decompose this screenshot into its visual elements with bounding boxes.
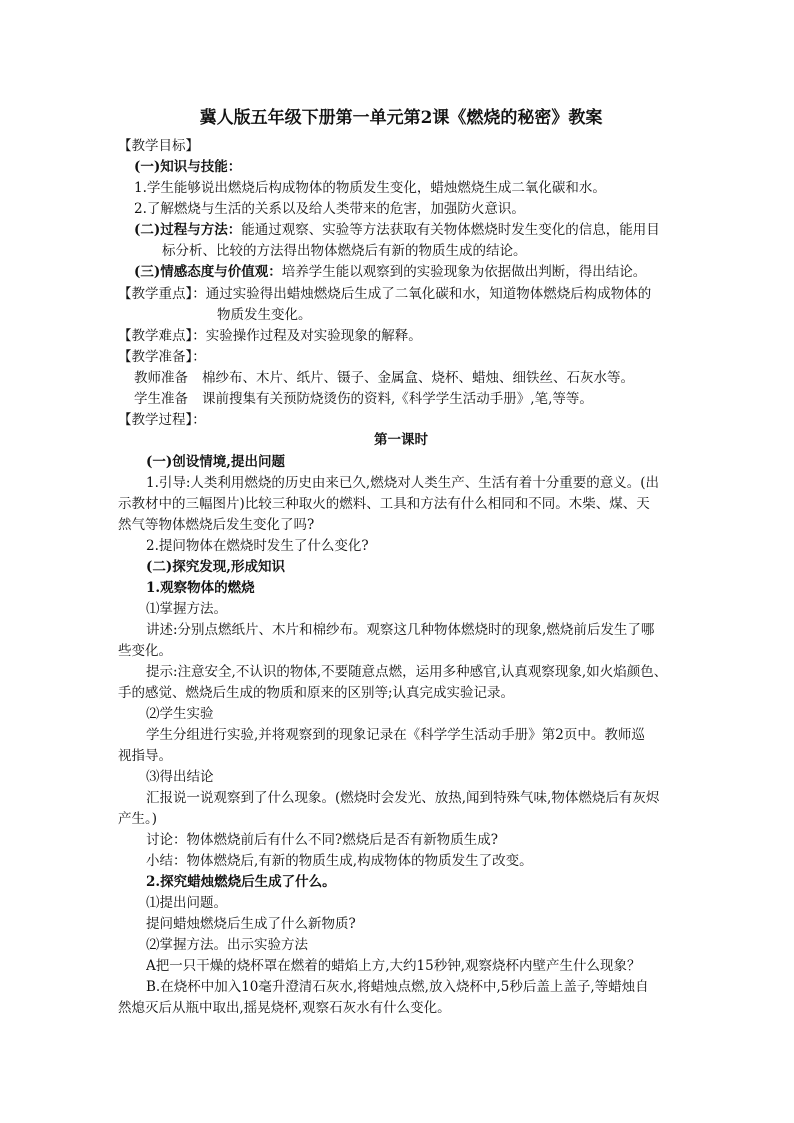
objectives-heading: 【教学目标】: [118, 138, 199, 154]
method-step-3: ⑶得出结论: [146, 769, 214, 785]
report-line-1: 汇报说一说观察到了什么现象。(燃烧时会发光、放热,闻到特殊气味,物体燃烧后有灰烬: [146, 790, 660, 806]
student-prep-text: 课前搜集有关预防烧烫伤的资料,《科学学生活动手册》,笔,等等。: [202, 391, 593, 407]
keypoint-line-1: [118, 284, 684, 305]
knowledge-item-2: 2.了解燃烧与生活的关系以及给人类带来的危害，加强防火意识。: [134, 201, 525, 217]
knowledge-item-1: 1.学生能够说出燃烧后构成物体的物质发生变化，蜡烛燃烧生成二氧化碳和水。: [134, 180, 606, 196]
method-b-line-2: 然熄灭后从瓶中取出,摇晃烧杯,观察石灰水有什么变化。: [118, 1000, 451, 1016]
section-1-heading: (一)创设情境,提出问题: [146, 454, 285, 470]
emotion-heading: (三)情感态度与价值观：: [134, 264, 282, 280]
method-step-2: ⑵学生实验: [146, 706, 214, 722]
discussion-line: 讨论：物体燃烧前后有什么不同?燃烧后是否有新物质生成?: [146, 832, 498, 848]
difficulty-line: [118, 326, 684, 347]
keypoint-label: 【教学重点】：: [118, 286, 206, 302]
method-b-line-1: B.在烧杯中加入10毫升澄清石灰水,将蜡烛点燃,放入烧杯中,5秒后盖上盖子,等蜡烛自: [146, 979, 649, 995]
method-a-line: A把一只干燥的烧杯罩在燃着的蜡焰上方,大约15秒钟,观察烧杯内壁产生什么现象？: [146, 958, 641, 974]
experiment-line-2: 视指导。: [118, 748, 172, 764]
process-method-line-2: 标分析、比较的方法得出物体燃烧后有新的物质生成的结论。: [162, 243, 527, 259]
document-title: 冀人版五年级下册第一单元第2课《燃烧的秘密》教案: [199, 108, 603, 128]
keypoint-text: 通过实验得出蜡烛燃烧后生成了二氧化碳和水，知道物体燃烧后构成物体的: [205, 286, 652, 302]
intro-line-1: 1.引导:人类利用燃烧的历史由来已久,燃烧对人类生产、生活有着十分重要的意义。(出: [146, 475, 659, 491]
report-line-2: 产生。): [118, 811, 158, 827]
candle-step-1: ⑴提出问题。: [146, 895, 227, 911]
experiment-line-1: 学生分组进行实验,并将观察到的现象记录在《科学学生活动手册》第2页中。教师巡: [146, 727, 645, 743]
section-2-heading: (二)探究发现,形成知识: [146, 559, 285, 575]
subsection-1-heading: 1.观察物体的燃烧: [146, 580, 255, 596]
emotion-line: [134, 262, 700, 283]
method-step-1: ⑴掌握方法。: [146, 601, 227, 617]
candle-question: 提问蜡烛燃烧后生成了什么新物质?: [146, 916, 356, 932]
process-method-line-1: [134, 220, 700, 241]
explain-line-1: 讲述:分别点燃纸片、木片和棉纱布。观察这几种物体燃烧时的现象,燃烧前后发生了哪: [146, 622, 655, 638]
prep-heading: 【教学准备】：: [118, 349, 206, 365]
intro-line-3: 然气等物体燃烧后发生变化了吗?: [118, 517, 315, 533]
emotion-text: 培养学生能以观察到的实验现象为依据做出判断，得出结论。: [281, 264, 647, 280]
summary-line: 小结：物体燃烧后,有新的物质生成,构成物体的物质发生了改变。: [146, 853, 533, 869]
process-heading: 【教学过程】：: [118, 412, 206, 428]
student-prep-label: 学生准备: [134, 391, 188, 407]
process-method-heading: (二)过程与方法：: [134, 222, 242, 238]
explain-line-2: 些变化。: [118, 643, 172, 659]
difficulty-label: 【教学难点】：: [118, 328, 206, 344]
tip-line-1: 提示:注意安全,不认识的物体,不要随意点燃，运用多种感官,认真观察现象,如火焰颜色、: [146, 664, 668, 680]
process-method-text: 能通过观察、实验等方法获取有关物体燃烧时发生变化的信息，能用目: [241, 222, 660, 238]
candle-step-2: ⑵掌握方法。出示实验方法: [146, 937, 308, 953]
teacher-prep-label: 教师准备: [134, 370, 188, 386]
student-prep-line: [134, 389, 700, 410]
intro-question: 2.提问物体在燃烧时发生了什么变化?: [146, 538, 369, 554]
lesson-title: 第一课时: [374, 432, 428, 448]
difficulty-text: 实验操作过程及对实验现象的解释。: [205, 328, 422, 344]
teacher-prep-line: [134, 368, 700, 389]
tip-line-2: 手的感觉、燃烧后生成的物质和原来的区别等;认真完成实验记录。: [118, 685, 515, 701]
teacher-prep-text: 棉纱布、木片、纸片、镊子、金属盒、烧杯、蜡烛、细铁丝、石灰水等。: [202, 370, 634, 386]
intro-line-2: 示教材中的三幅图片)比较三种取火的燃料、工具和方法有什么相同和不同。木柴、煤、天: [118, 496, 650, 512]
subsection-2-heading: 2.探究蜡烛燃烧后生成了什么。: [146, 874, 336, 890]
knowledge-heading: (一)知识与技能：: [134, 159, 242, 175]
keypoint-line-2: 物质发生变化。: [217, 307, 312, 323]
